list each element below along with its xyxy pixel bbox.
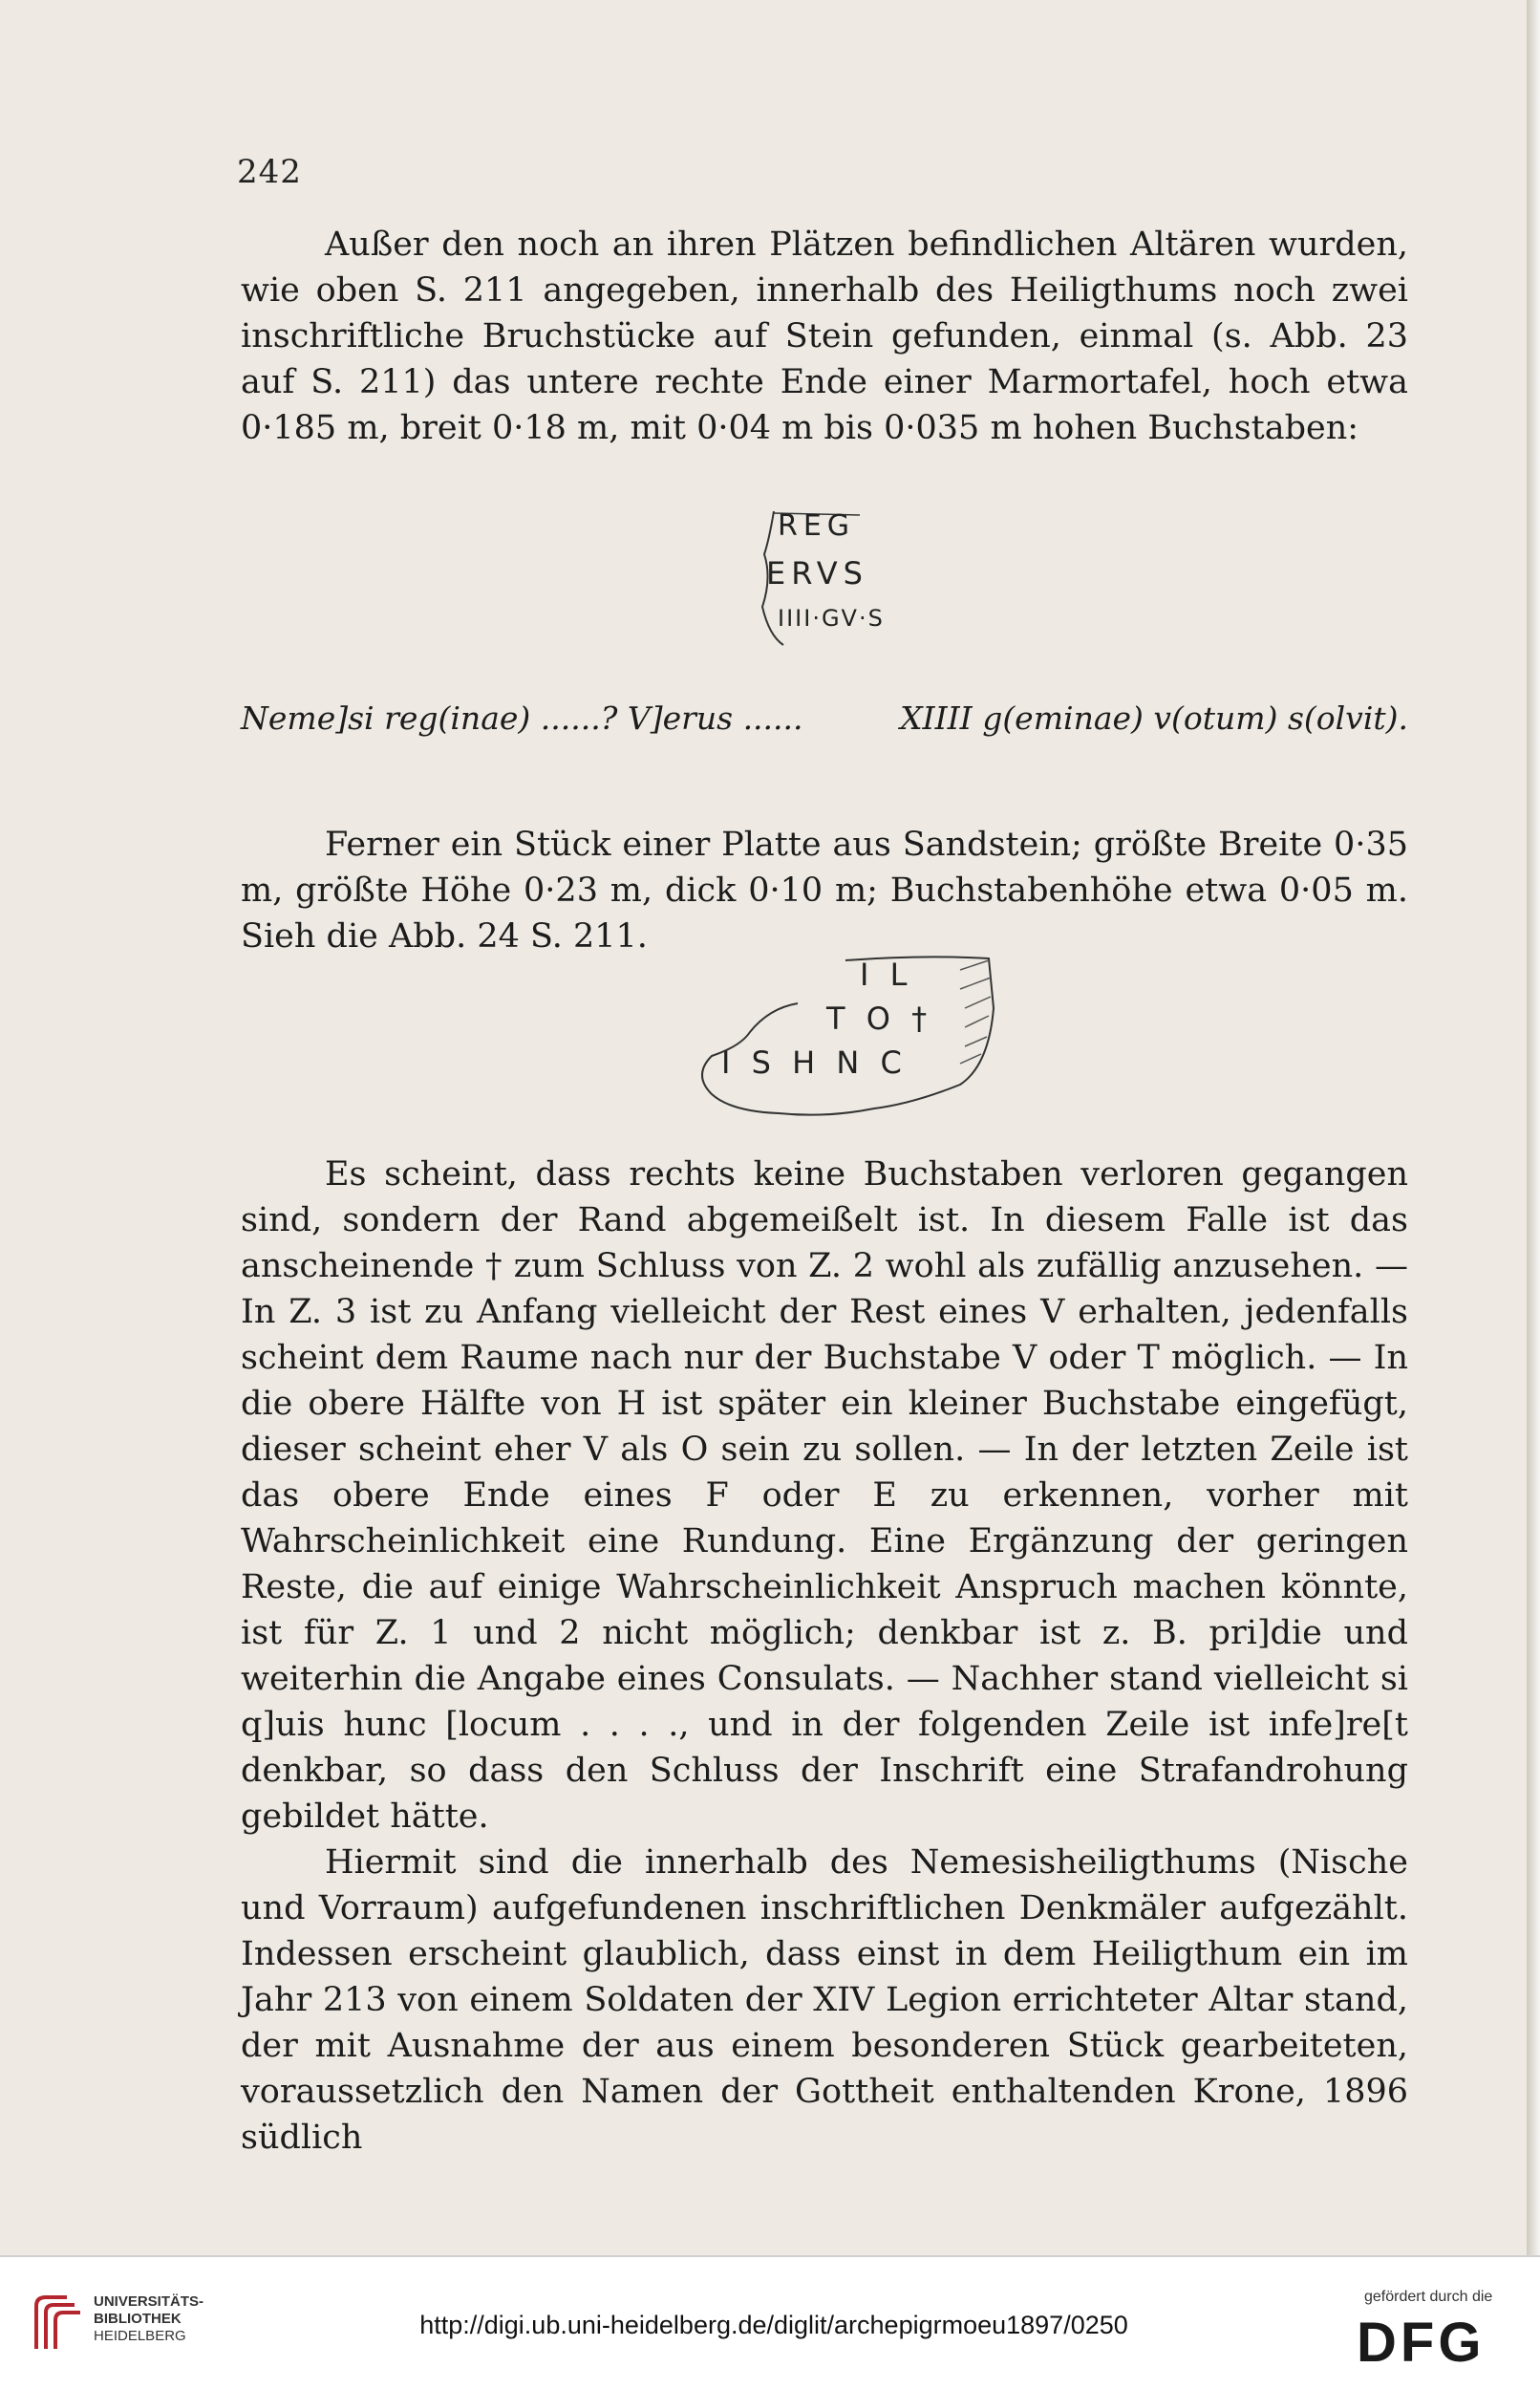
paragraph-4 — [241, 1840, 1408, 2161]
library-name — [94, 2293, 203, 2345]
paragraph-3-text: Es scheint, dass rechts keine Buchstaben verloren gegangen sind, sondern der Rand abgemeißelt ist. In diesem Falle ist das anscheinende † zum Schluss von Z. 2 wohl als zufällig anzusehen. — In Z. 3 ist zu Anfang vielleicht der Rest eines V erhalten, jedenfalls scheint dem Raume nach nur der Buchstabe V oder T möglich. — In die obere Hälfte von H ist später ein kleiner Buchstabe eingefügt, dieser scheint eher V als O sein zu sollen. — In der letzten Zeile ist das obere Ende eines F oder E zu erkennen, vorher mit Wahrscheinlichkeit eine Rundung. Eine Ergänzung der geringen Reste, die auf einige Wahrscheinlichkeit Anspruch machen könnte, ist für Z. 1 und 2 nicht möglich; denkbar ist z. B. pri]die und weiterhin die Angabe eines Consulats. — Nachher stand vielleicht si q]uis hunc [locum . . . ., und in der folgenden Zeile ist infe]re[t denkbar, so dass den Schluss der Inschrift eine Strafandrohung gebildet hätte. — [241, 1155, 1408, 1836]
dfg-logo: DFG — [1357, 2312, 1486, 2374]
transliteration — [241, 699, 1408, 737]
page-edge-shadow — [1527, 0, 1540, 2255]
funded-by-label: gefördert durch die — [1364, 2289, 1493, 2305]
transliteration-part-1: Neme]si reg(inae) ......? V]erus ...... — [241, 699, 803, 737]
inscription-2-line-3: I S H N C — [721, 1044, 908, 1081]
inscription-figure-1 — [745, 502, 936, 655]
inscription-figure-2 — [674, 951, 998, 1118]
inscription-1-line-3: IIII·GV·S — [778, 605, 885, 632]
inscription-1-line-2: ERVS — [766, 555, 868, 592]
library-logo-icon — [29, 2292, 86, 2358]
paragraph-4-text: Hiermit sind die innerhalb des Nemesisheiligthums (Nische und Vorraum) aufgefundenen inschriftlichen Denkmäler aufgezählt. Indessen erscheint glaublich, dass einst in dem Heiligthum ein im Jahr 213 von einem Soldaten der XIV Legion errichteter Altar stand, der mit Ausnahme der aus einem besonderen Stück gearbeiteten, voraussetzlich den Namen der Gottheit enthaltenden Krone, 1896 südlich — [241, 1843, 1408, 2157]
footer-divider — [0, 2255, 1540, 2257]
library-name-line-3: HEIDELBERG — [94, 2328, 186, 2344]
inscription-1-line-1: REG — [778, 509, 856, 543]
paragraph-1 — [241, 222, 1408, 451]
paragraph-3 — [241, 1151, 1408, 1840]
library-name-line-1: UNIVERSITÄTS- — [94, 2293, 204, 2310]
inscription-2-line-1: I L — [860, 957, 913, 993]
inscription-2-line-2: T O † — [826, 1001, 933, 1037]
transliteration-part-2: XIIII g(eminae) v(otum) s(olvit). — [900, 699, 1408, 737]
page-number: 242 — [237, 153, 302, 191]
document-url-link[interactable]: http://digi.ub.uni-heidelberg.de/diglit/archepigrmoeu1897/0250 — [419, 2311, 1128, 2339]
paragraph-1-text: Außer den noch an ihren Plätzen befindlichen Altären wurden, wie oben S. 211 angegeben, innerhalb des Heiligthums noch zwei inschriftliche Bruchstücke auf Stein gefunden, einmal (s. Abb. 23 auf S. 211) das untere rechte Ende einer Marmortafel, hoch etwa 0·185 m, breit 0·18 m, mit 0·04 m bis 0·035 m hohen Buchstaben: — [241, 226, 1408, 447]
library-name-line-2: BIBLIOTHEK — [94, 2311, 182, 2327]
paragraph-2 — [241, 822, 1408, 959]
paragraph-2-text: Ferner ein Stück einer Platte aus Sandstein; größte Breite 0·35 m, größte Höhe 0·23 m, dick 0·10 m; Buchstabenhöhe etwa 0·05 m. Sieh die Abb. 24 S. 211. — [241, 826, 1408, 956]
